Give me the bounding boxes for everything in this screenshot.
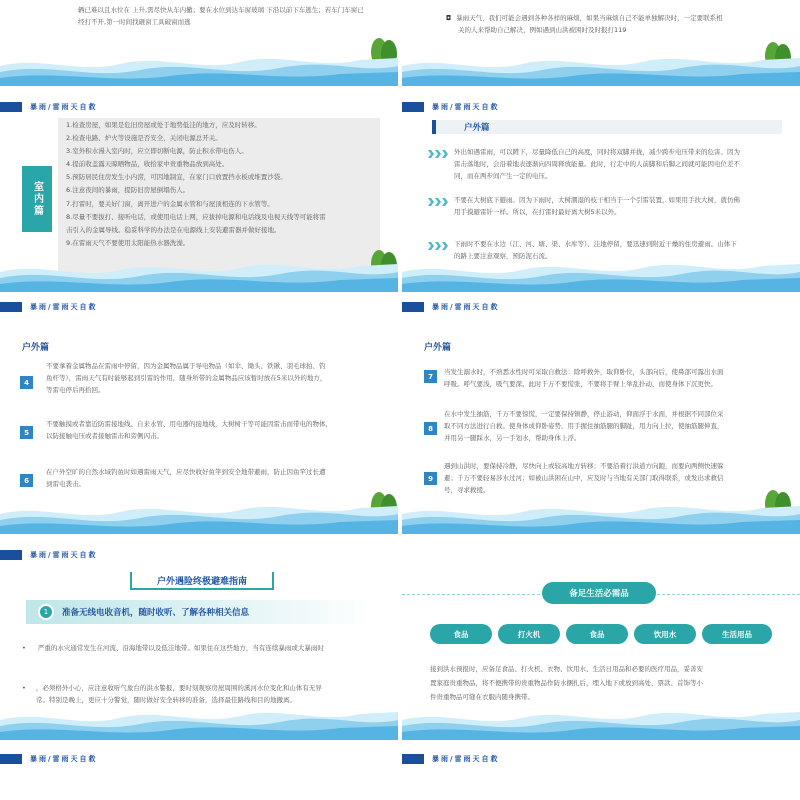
bullet-dot-icon: • — [22, 644, 26, 652]
wave-decoration — [0, 52, 398, 86]
slide0-text: 辆已难以且水位在 上升,需尽快从车内撤；要在水位到达车窗玻璃 下沿以前下车逃生；若车门车窗已 经打不开,第一时间找砸窗工具破窗而逃 — [78, 6, 364, 26]
list-item: 8.尽量不要拔打、接听电话，或使用电话上网，应拔掉电源和电话线及电视天线等可能将雷 — [66, 212, 326, 221]
tag-pill: 饮用水 — [634, 624, 696, 644]
slide-1 — [402, 0, 800, 86]
wave-decoration — [402, 258, 800, 292]
list-item: 6.注意夜间的暴雨，提防旧房屋倒塌伤人。 — [66, 186, 190, 195]
header-title: 暴雨/雷雨天自救 — [30, 103, 98, 111]
slide-7 — [402, 544, 800, 740]
list-item: 1.检查房屋，如果是危旧房屋或处于地势低洼的地方，应及时转移。 — [66, 121, 261, 129]
tip-item: 在户外空旷的自然水域钓鱼时如遇雷雨天气，应尽快收好鱼竿到安全地带避雨，防止因鱼竿过长遭 到雷电袭击。 — [46, 468, 326, 488]
slide6-title: 户外遇险终极避难指南 — [156, 576, 247, 587]
tag-pill: 食品 — [566, 624, 628, 644]
bullet-square-icon: ◘ — [446, 14, 452, 22]
list-item: 9.在雷雨天气不要使用太阳能热水器洗澡。 — [66, 238, 190, 247]
bullet-dot-icon: • — [22, 684, 26, 692]
section-banner — [432, 120, 782, 134]
header-title: 暴雨/雷雨天自救 — [432, 303, 500, 311]
slide-4 — [0, 296, 398, 534]
slide-header — [0, 550, 98, 560]
slide-header — [0, 754, 98, 764]
section-title: 户外篇 — [424, 343, 452, 353]
wave-decoration — [402, 500, 800, 534]
list-item: 2.检查电路、炉火等设施是否安全，关闭电源总开关。 — [66, 134, 222, 143]
slide-5 — [402, 296, 800, 534]
slide-header — [402, 754, 500, 764]
banner-number: 1 — [38, 604, 54, 620]
slide-header — [402, 302, 500, 312]
title-underline — [130, 588, 274, 590]
info-banner — [26, 600, 376, 624]
number-badge: 9 — [424, 472, 437, 485]
slide-0 — [0, 0, 398, 86]
slide-header — [0, 302, 98, 312]
header-bar — [0, 302, 22, 312]
wave-decoration — [0, 706, 398, 740]
tag-pill: 食品 — [430, 624, 492, 644]
slide-2 — [0, 96, 398, 292]
chevron-icon — [428, 198, 450, 206]
number-badge: 5 — [20, 426, 33, 439]
outdoor-para-1: 外出如遇雷雨，可以蹲下，尽量降低自己的高度，同时将双脚并拢，减少跨步电压带来的危害。因为 雷击落地时，会沿着地表逐渐向四周释放能量。此时，行走中的人前脚和后脚之间就可能因电位差不 同，而在两步间产生一定的电压。 — [454, 148, 740, 180]
slide-3 — [402, 96, 800, 292]
list-item: 5.预防居民住房发生小内涝，可因地制宜，在家门口放置挡水板或堆置沙袋。 — [66, 173, 287, 182]
wave-decoration — [0, 258, 398, 292]
banner-text: 准备无线电收音机，随时收听、了解各种相关信息 — [62, 608, 250, 618]
header-bar — [0, 550, 22, 560]
wave-decoration — [0, 500, 398, 534]
bullet-item: • ，必须格外小心，应注意收听气象台的洪水警报，要时刻观察房屋周围的溪河水位变化和山体有无异 常。特别是晚上，更应十分警觉，随时做好安全转移的准备，选择最佳路线和目的地撤离。 — [22, 684, 322, 704]
tip-item: 在水中发生抽筋，千万不要惊慌，一定要保持镇静，停止游动，仰面浮于水面，并根据不同部位采 取不同方法进行自救。使身体成仰卧姿势，用手握住抽筋腿的脚趾，用力向上拉，使抽筋腿伸直， 并用另一腿踩水，另一手划水，帮助身体上浮。 — [444, 410, 724, 442]
outdoor-para-2: 不要在大树底下避雨。因为下雨时，大树潮湿的枝干相当于一个引雷装置，如果用手扶大树，就仿佛 用手摸避雷针一样。所以，在打雷时最好离大树5米以外。 — [454, 196, 740, 216]
slide-8 — [0, 748, 398, 800]
header-title: 暴雨/雷雨天自救 — [30, 551, 98, 559]
tip-item: 当发生溺水时，不熟悉水性时可采取自救法：除呼救外，取仰卧位，头部向后，使鼻部可露出水面 呼吸。呼气要浅，吸气要深。此时千万不要慌张，不要将手臂上举乱扑动，而使身体下沉更快。 — [444, 368, 724, 388]
number-badge: 6 — [20, 474, 33, 487]
tag-pill: 生活用品 — [702, 624, 772, 644]
wave-decoration — [402, 706, 800, 740]
header-bar — [0, 102, 22, 112]
slide-header — [402, 102, 500, 112]
slide-9 — [402, 748, 800, 800]
list-item: 7.打雷时，要关好门窗，离开进户的金属水管和与屋顶相连的下水管等。 — [66, 199, 274, 208]
number-badge: 7 — [424, 370, 437, 383]
slide7-title: 备足生活必需品 — [542, 582, 656, 604]
header-title: 暴雨/雷雨天自救 — [30, 303, 98, 311]
number-badge: 8 — [424, 422, 437, 435]
indoor-list — [58, 118, 380, 276]
bullet-item: • 严重的水灾通常发生在河流、沿海地带以及低洼地带。如果住在这些地方，当有连续暴雨或大暴雨时 — [22, 644, 324, 652]
header-title: 暴雨/雷雨天自救 — [432, 103, 500, 111]
section-title: 户外篇 — [22, 343, 50, 353]
tip-item: 不要触摸或者靠近防雷接地线、自来水管、用电器的接地线，大树树干等可能因雷击而带电的物体， 以防接触电压或者接触雷击和旁侧闪击。 — [46, 420, 332, 440]
header-bar — [0, 754, 22, 764]
list-item: 击引入的金属导线。稳妥科学的办法是在电源线上安装避雷器并做好接地。 — [66, 225, 281, 234]
chevron-icon — [428, 242, 450, 250]
slide1-text: ◘ 暴雨天气，我们可能会遇到各种各样的麻烦，如果当麻烦自己不能单独解决时，一定要联系相 关的人来帮助自己解决，例如遇到山洪被困时及时报打119 — [446, 14, 723, 34]
outdoor-para-3: 下雨时不要在水边（江、河、塘、渠、水库等）、洼地停留，要迅速到附近干燥的住房避雨。山体下 的路上要注意观察，预防泥石流。 — [454, 240, 737, 260]
section-title: 户外篇 — [464, 123, 490, 133]
slide7-text: 接到洪水预报时，应备足食品、打火机、衣物、饮用水、生活日用品和必要的医疗用品，妥善安 置家庭贵重物品，将不便携带的贵重物品作防水捆扎后，埋入地下或放到高处，票款、首饰等小 件贵重物品可缝在衣服内随身携带。 — [430, 665, 703, 701]
tag-pill: 打火机 — [498, 624, 560, 644]
wave-decoration — [402, 52, 800, 86]
header-title: 暴雨/雷雨天自救 — [432, 755, 500, 763]
chevron-icon — [428, 150, 450, 158]
number-badge: 4 — [20, 376, 33, 389]
header-title: 暴雨/雷雨天自救 — [30, 755, 98, 763]
tip-item: 不要拿着金属物品在雷雨中停留，因为金属物品属于导电物品（如伞、锄头、铁锹、羽毛球拍、钓 鱼杆等），雷雨天气有时能够起到引雷的作用，随身所带的金属物品应该暂时放在5米以外的地方， 等雷电停后再拾回。 — [46, 362, 327, 394]
indoor-label: 室内篇 — [31, 181, 43, 217]
slide-6 — [0, 544, 398, 740]
list-item: 3.室外积水漫入室内时，应立即切断电源，防止积水带电伤人。 — [66, 147, 248, 156]
header-bar — [402, 102, 424, 112]
header-bar — [402, 302, 424, 312]
tip-item: 遇到山洪时，要保持冷静，尽快向上或较高地方转移；不要沿着行洪道方向跑，而要向两侧快速躲 避；千万不要轻易涉水过河；如被山洪困在山中，应及时与当地有关部门取得联系，或发出求救信 号，寻求救援。 — [444, 462, 724, 494]
slide-header — [0, 102, 98, 112]
list-item: 4.提前收盖露天晾晒物品，收拾家中贵重物品放到高处。 — [66, 160, 229, 169]
slide6-title-wrap — [130, 572, 274, 588]
header-bar — [402, 754, 424, 764]
indoor-label-box — [22, 166, 52, 232]
